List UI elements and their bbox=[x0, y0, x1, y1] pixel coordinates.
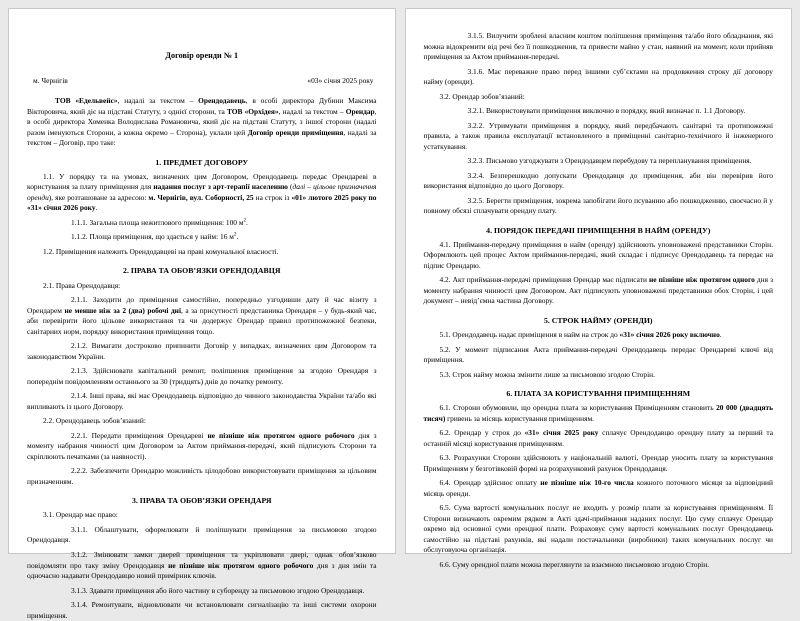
clause-paragraph: 5.3. Строк найму можна змінити лише за письмовою згодою Сторін. bbox=[439, 369, 655, 379]
city-label: м. Чернігів bbox=[33, 76, 68, 86]
date-label: «03» січня 2025 року bbox=[307, 76, 374, 86]
clause-paragraph: 3.1.6. Має переважне право перед іншими суб’єктами на продовження строку дії договору найму (оренди). bbox=[423, 66, 773, 87]
place-and-date-line bbox=[33, 76, 374, 85]
clause-paragraph: 6.5. Сума вартості комунальних послуг не входить у розмір плати за користування приміщенням. Її Сторони визначають окремим рядком в Акті здачі-приймання наданих послуг. Цю суму сплачує Орендар окремо від основної суми орендної плати. Розраховує суму вартості комунальних послуг Орендодавець самостійно на підставі рахунків, які надали постачальники (виробники) таких комунальних послуг чи обслуговуюча організація. bbox=[423, 503, 773, 555]
clause-paragraph: 2.1.4. Інші права, які має Орендодавець відповідно до чинного законодавства України та/або які випливають із цього Договору. bbox=[27, 391, 377, 411]
clause-paragraph: 2.1.1. Заходити до приміщення самостійно, попередньо узгодивши дату й час візиту з Орендарем не менше ніж за 2 (два) робочі дні, а за присутності представника Орендаря – у будь-який час, аби перевірити його цільове використання та чи додержує Орендар правил протипожежної безпеки, санітарних норм, порядку використання приміщення тощо. bbox=[27, 295, 377, 336]
clause-paragraph: 2.1.2. Вимагати достроково припинити Договір у випадках, визначених цим Договором та законодавством України. bbox=[27, 341, 377, 361]
section-heading: 5. СТРОК НАЙМУ (ОРЕНДИ) bbox=[543, 315, 653, 325]
clause-paragraph: 2.2. Орендодавець зобов’язаний: bbox=[43, 416, 146, 426]
clause-paragraph: 3.2.3. Письмово узгоджувати з Орендодавцем перебудову та перепланування приміщення. bbox=[467, 156, 752, 166]
clause-paragraph: 3.2. Орендар зобов’язаний: bbox=[439, 91, 525, 101]
preamble-paragraph: ТОВ «Едельвейс», надалі за текстом – Орендодавець, в особі директора Дубини Максима Вікторовича, який діє на підставі Статуту, з однієї сторони, та ТОВ «Орхідея», надалі за текстом – Орендар, в особі директора Хоменка Володислава Романовича, який діє на підставі Статуту, з іншої сторони (надалі разом іменуються Сторони, а кожна окремо – Сторона), уклали цей Договір оренди приміщення, надалі за текстом – Договір, про таке: bbox=[27, 96, 377, 148]
section-heading: 1. ПРЕДМЕТ ДОГОВОРУ bbox=[155, 157, 249, 167]
clause-paragraph: 6.6. Суму орендної плати можна переглянути за взаємною письмовою згодою Сторін. bbox=[439, 559, 710, 569]
clause-paragraph: 2.1. Права Орендодавця: bbox=[43, 280, 121, 290]
clause-paragraph: 6.4. Орендар здійснює оплату не пізніше ніж 10-го числа кожного поточного місяця за відповідний місяць оренди. bbox=[423, 478, 773, 498]
clause-paragraph: 3.2.4. Безперешкодно допускати Орендодавця до приміщення, аби він перевірив його використання відповідно до цього Договору. bbox=[423, 170, 773, 191]
clause-paragraph: 3.2.2. Утримувати приміщення в порядку, який передбачають санітарні та протипожежні правила, а також правила експлуатації встановленого в приміщенні санітарно-технічного й інженерного устаткування. bbox=[423, 120, 773, 151]
page-1-content bbox=[9, 9, 395, 620]
page-1-sections bbox=[27, 158, 377, 621]
clause-paragraph: 3.1.4. Ремонтувати, відновлювати чи встановлювати сигналізацію та інші системи охорони приміщення. bbox=[27, 600, 377, 620]
section-heading: 4. ПОРЯДОК ПЕРЕДАЧІ ПРИМІЩЕННЯ В НАЙМ (ОРЕНДУ) bbox=[486, 225, 711, 235]
clause-paragraph: 5.1. Орендодавець надає приміщення в найм на строк до «31» січня 2026 року включно. bbox=[439, 330, 722, 340]
clause-paragraph: 4.2. Акт приймання-передачі приміщення Орендар має підписати не пізніше ніж протягом одного дня з моменту набрання чинності цим Договором. Акт підписують уповноважені представники обох Сторін, і цей документ – невід’ємна частина Договору. bbox=[423, 275, 773, 306]
clause-paragraph: 2.2.1. Передати приміщення Орендареві не пізніше ніж протягом одного робочого дня з моменту набрання чинності цим Договором за Актом приймання-передачі, який підписують Сторони та скріплюють печатками (за наявності). bbox=[27, 430, 377, 461]
page-2-sections bbox=[424, 31, 774, 570]
section-heading: 2. ПРАВА ТА ОБОВ’ЯЗКИ ОРЕНДОДАВЦЯ bbox=[123, 266, 281, 276]
page-2-content bbox=[406, 9, 792, 569]
clause-paragraph: 2.1.3. Здійснювати капітальний ремонт, поліпшення приміщення за згодою Орендаря з попереднім повідомленням останнього за 30 (тридцять) днів до початку ремонту. bbox=[27, 366, 377, 386]
clause-paragraph: 3.1.2. Змінювати замки дверей приміщення та укріплювати двері, однак обов’язково повідомляти про таку зміну Орендодавця не пізніше ніж протягом одного робочого дня з дня змін та одночасно надавати Орендодавцю новий примірник ключів. bbox=[27, 549, 377, 581]
clause-paragraph: 3.2.5. Берегти приміщення, зокрема запобігати його псуванню або пошкодженню, своєчасно й у повному обсязі сплачувати орендну плату. bbox=[423, 195, 773, 216]
clause-paragraph: 2.2.2. Забезпечити Орендарю можливість цілодобово використовувати приміщення за цільовим призначенням. bbox=[27, 466, 377, 486]
clause-paragraph: 6.1. Сторони обумовили, що орендна плата за користування Приміщенням становить 20 000 (двадцять тисяч) гривень за місяць користування приміщенням. bbox=[423, 403, 774, 423]
clause-paragraph: 1.1.2. Площа приміщення, що здається у найм: 16 $м^2$. bbox=[71, 232, 239, 242]
clause-paragraph: 1.1.1. Загальна площа нежитлового приміщення: 100 $м^2$. bbox=[71, 217, 248, 227]
page-title: Договір оренди № 1 bbox=[165, 51, 239, 60]
clause-paragraph: 3.1.3. Здавати приміщення або його частину в суборенду за письмовою згодою Орендодавця. bbox=[71, 585, 365, 595]
clause-paragraph: 4.1. Приймання-передачу приміщення в найм (оренду) здійснюють уповноважені представники Сторін. Оформлюють цей процес Актом приймання-передачі, який складає і підписує Орендодавець та передає на підпис Орендарю. bbox=[423, 239, 773, 270]
document-page-1 bbox=[8, 8, 396, 620]
clause-paragraph: 6.3. Розрахунки Сторони здійснюють у національній валюті, Орендар уносить плату за користування Приміщенням у безготівковій формі на розрахунковий рахунок Орендодавця. bbox=[423, 453, 773, 473]
section-heading: 6. ПЛАТА ЗА КОРИСТУВАННЯ ПРИМІЩЕННЯМ bbox=[506, 389, 691, 399]
section-heading: 3. ПРАВА ТА ОБОВ’ЯЗКИ ОРЕНДАРЯ bbox=[132, 496, 272, 506]
clause-paragraph: 3.1.1. Облаштувати, оформлювати й поліпшувати приміщення за письмовою згодою Орендодавця. bbox=[27, 524, 377, 545]
clause-paragraph: 3.1. Орендар має право: bbox=[43, 510, 118, 520]
clause-paragraph: 5.2. У момент підписання Акта приймання-передачі Орендодавець передає Орендареві ключі від приміщення. bbox=[423, 344, 773, 365]
document-page-2 bbox=[405, 8, 793, 569]
clause-paragraph: 1.1. У порядку та на умовах, визначених цим Договором, Орендодавець передає Орендареві в користування за плату приміщення для надання послуг з арт-терапії населенню (далі – цільове призначення оренди), яке розташоване за адресою: м. Чернігів, вул. Соборності, 25 на строк із «01» лютого 2025 року по «31» січня 2026 року. bbox=[27, 171, 377, 213]
clause-paragraph: 1.2. Приміщення належить Орендодавцеві на праві комунальної власності. bbox=[43, 246, 279, 256]
clause-paragraph: 3.2.1. Використовувати приміщення виключно в порядку, який визначає п. 1.1 Договору. bbox=[467, 106, 746, 116]
clause-paragraph: 6.2. Орендар у строк до «31» січня 2025 року сплачує Орендодавцю орендну плату за перший та останній місяці користування приміщенням. bbox=[423, 428, 774, 448]
clause-paragraph: 3.1.5. Вилучити зроблені власним коштом поліпшення приміщення та/або його обладнання, які можна відокремити від речі без її пошкодження, та привести майно у стан, наявний на момент, коли прийняв приміщення за Актом приймання-передачі. bbox=[423, 31, 773, 62]
